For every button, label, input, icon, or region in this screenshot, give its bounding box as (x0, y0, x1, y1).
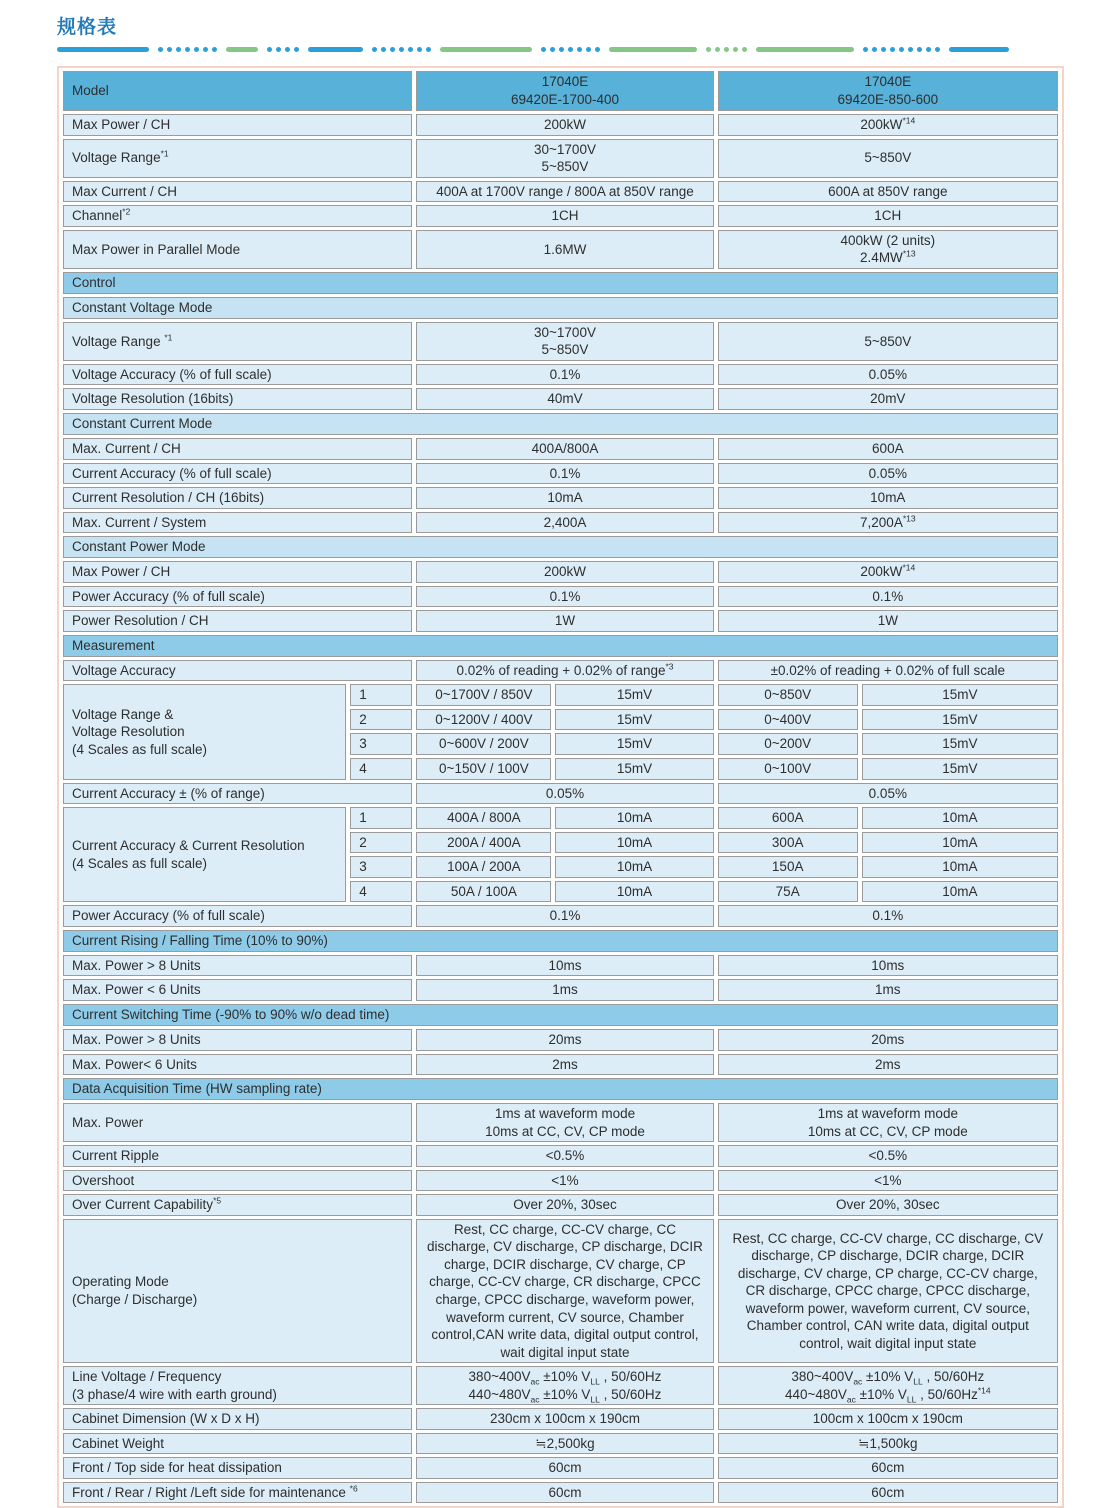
divider-bar (756, 47, 854, 52)
spec-row (63, 512, 1058, 534)
spec-value-cell: 10ms (718, 955, 1058, 977)
model-row (63, 71, 1058, 111)
divider-dot (185, 47, 190, 52)
spec-value-cell: $200kW^{*14}$ (718, 114, 1058, 136)
subsection-row (63, 413, 1058, 435)
divider-dot (550, 47, 555, 52)
spec-value-cell: 0.1% (416, 364, 713, 386)
spec-row (63, 139, 1058, 178)
spec-value-cell: 0.05% (416, 783, 713, 805)
spec-label-cell: Max. Power > 8 Units (63, 955, 412, 977)
scale-value-cell: 0~150V / 100V (416, 758, 551, 780)
spec-row (63, 610, 1058, 632)
spec-label-cell: Current Accuracy ± (% of range) (63, 783, 412, 805)
scale-group-label-cell: Voltage Range & Voltage Resolution (4 Scales as full scale) (63, 684, 346, 779)
subsection-row (63, 536, 1058, 558)
spec-row (63, 322, 1058, 361)
scale-value-cell: 100A / 200A (416, 856, 551, 878)
section-title-cell: Data Acquisition Time (HW sampling rate) (63, 1078, 1058, 1100)
spec-value-cell: $380\sim 400V_{ac} \pm 10\%$ $V_{LL}$ , 50/60Hz $440\sim 480V_{ac} \pm 10\%$ $V_{LL}$ , 50/60Hz$^{*14}$ (718, 1366, 1058, 1405)
scale-value-cell: 0~400V (718, 709, 858, 731)
spec-value-cell: 0.1% (718, 586, 1058, 608)
spec-value-cell: 0.1% (718, 905, 1058, 927)
divider-bar (308, 47, 363, 52)
divider-bar (949, 47, 1009, 52)
divider-dot (176, 47, 181, 52)
spec-row (63, 181, 1058, 203)
section-row (63, 272, 1058, 294)
spec-row (63, 230, 1058, 269)
divider-dot (203, 47, 208, 52)
scale-value-cell: 150A (718, 856, 858, 878)
model-value-cell: 17040E 69420E-850-600 (718, 71, 1058, 111)
spec-row (63, 1457, 1058, 1479)
spec-value-cell: 40mV (416, 388, 713, 410)
section-title-cell: Current Rising / Falling Time (10% to 90%) (63, 930, 1058, 952)
spec-row (63, 955, 1058, 977)
scale-value-cell: 15mV (555, 684, 713, 706)
spec-table (57, 66, 1064, 1508)
section-row (63, 930, 1058, 952)
spec-label-cell: Channel$^{*2}$ (63, 205, 412, 227)
scale-value-cell: 10mA (555, 881, 713, 903)
scale-index-cell: 1 (350, 684, 412, 706)
spec-table-body (63, 71, 1058, 1503)
scale-index-cell: 3 (350, 733, 412, 755)
spec-value-cell: 10ms (416, 955, 713, 977)
scale-value-cell: 10mA (862, 807, 1058, 829)
spec-value-cell: $380\sim 400V_{ac} \pm 10\%$ $V_{LL}$ , 50/60Hz $440\sim 480V_{ac} \pm 10\%$ $V_{LL}$ , 50/60Hz (416, 1366, 713, 1405)
scale-value-cell: 0~100V (718, 758, 858, 780)
spec-value-cell: 20mV (718, 388, 1058, 410)
spec-label-cell: Over Current Capability$^{*5}$ (63, 1194, 412, 1216)
spec-row (63, 1433, 1058, 1455)
spec-label-cell: Front / Top side for heat dissipation (63, 1457, 412, 1479)
spec-label-cell: Voltage Range $^{*1}$ (63, 322, 412, 361)
model-value-cell: 17040E 69420E-1700-400 (416, 71, 713, 111)
spec-value-cell: ≒2,500kg (416, 1433, 713, 1455)
spec-row (63, 1145, 1058, 1167)
spec-label-cell: Max. Power (63, 1103, 412, 1142)
divider-dot (926, 47, 931, 52)
divider-dot (372, 47, 377, 52)
section-title-cell: Control (63, 272, 1058, 294)
divider-dot (917, 47, 922, 52)
spec-row (63, 586, 1058, 608)
spec-value-cell: 10mA (416, 487, 713, 509)
subsection-title-cell: Constant Current Mode (63, 413, 1058, 435)
spec-row (63, 1194, 1058, 1216)
spec-row (63, 388, 1058, 410)
spec-value-cell: 30~1700V 5~850V (416, 139, 713, 178)
scale-value-cell: 0~1200V / 400V (416, 709, 551, 731)
spec-label-cell: Max Power / CH (63, 561, 412, 583)
spec-value-cell: 0.1% (416, 586, 713, 608)
scale-value-cell: 15mV (862, 684, 1058, 706)
spec-label-cell: Current Ripple (63, 1145, 412, 1167)
spec-value-cell: 1CH (718, 205, 1058, 227)
divider-dot (417, 47, 422, 52)
spec-value-cell: 400A at 1700V range / 800A at 850V range (416, 181, 713, 203)
spec-row (63, 463, 1058, 485)
spec-row (63, 364, 1058, 386)
divider-dot (426, 47, 431, 52)
spec-value-cell: <0.5% (718, 1145, 1058, 1167)
spec-value-cell: 0.1% (416, 463, 713, 485)
divider-dot (586, 47, 591, 52)
spec-value-cell: 600A (718, 438, 1058, 460)
spec-value-cell: 10mA (718, 487, 1058, 509)
scale-value-cell: 0~200V (718, 733, 858, 755)
divider-dot (276, 47, 281, 52)
spec-value-cell: 400A/800A (416, 438, 713, 460)
spec-label-cell: Max Power in Parallel Mode (63, 230, 412, 269)
spec-value-cell: <0.5% (416, 1145, 713, 1167)
spec-value-cell: 0.05% (718, 783, 1058, 805)
divider-dot (541, 47, 546, 52)
spec-label-cell: Line Voltage / Frequency (3 phase/4 wire with earth ground) (63, 1366, 412, 1405)
spec-value-cell: 20ms (416, 1029, 713, 1051)
spec-value-cell: 2ms (718, 1054, 1058, 1076)
spec-value-cell: 200kW (416, 114, 713, 136)
divider-dot (267, 47, 272, 52)
scale-row (63, 807, 1058, 829)
divider-dot (881, 47, 886, 52)
spec-label-cell: Max. Power > 8 Units (63, 1029, 412, 1051)
divider-dot (212, 47, 217, 52)
scale-value-cell: 10mA (862, 881, 1058, 903)
spec-value-cell: 100cm x 100cm x 190cm (718, 1408, 1058, 1430)
scale-value-cell: 400A / 800A (416, 807, 551, 829)
spec-row (63, 905, 1058, 927)
section-row (63, 1078, 1058, 1100)
spec-value-cell: 1ms at waveform mode 10ms at CC, CV, CP mode (416, 1103, 713, 1142)
divider-dot (863, 47, 868, 52)
spec-row (63, 438, 1058, 460)
spec-label-cell: Voltage Range$^{*1}$ (63, 139, 412, 178)
section-row (63, 635, 1058, 657)
spec-label-cell: Voltage Accuracy (% of full scale) (63, 364, 412, 386)
spec-label-cell: Operating Mode (Charge / Discharge) (63, 1219, 412, 1363)
scale-value-cell: 10mA (555, 856, 713, 878)
divider-dot (294, 47, 299, 52)
spec-row (63, 1029, 1058, 1051)
scale-value-cell: 15mV (555, 758, 713, 780)
divider-dot (890, 47, 895, 52)
divider-dot (872, 47, 877, 52)
spec-label-cell: Max. Power < 6 Units (63, 979, 412, 1001)
divider-bar (609, 47, 697, 52)
scale-index-cell: 2 (350, 832, 412, 854)
spec-value-cell: 60cm (416, 1482, 713, 1504)
spec-row (63, 660, 1058, 682)
spec-label-cell: Front / Rear / Right /Left side for maintenance $^{*6}$ (63, 1482, 412, 1504)
scale-value-cell: 10mA (862, 856, 1058, 878)
scale-value-cell: 10mA (555, 807, 713, 829)
spec-row (63, 205, 1058, 227)
spec-value-cell: ≒1,500kg (718, 1433, 1058, 1455)
divider-bar (226, 47, 258, 52)
spec-value-cell: 1W (416, 610, 713, 632)
scale-value-cell: 50A / 100A (416, 881, 551, 903)
scale-index-cell: 4 (350, 758, 412, 780)
divider-dot (742, 47, 747, 52)
spec-row (63, 487, 1058, 509)
spec-value-cell: 60cm (718, 1482, 1058, 1504)
spec-label-cell: Max. Power< 6 Units (63, 1054, 412, 1076)
scale-index-cell: 3 (350, 856, 412, 878)
spec-value-cell: <1% (416, 1170, 713, 1192)
divider-dot (899, 47, 904, 52)
spec-value-cell: 20ms (718, 1029, 1058, 1051)
subsection-title-cell: Constant Voltage Mode (63, 297, 1058, 319)
spec-row (63, 1219, 1058, 1363)
divider-dot (935, 47, 940, 52)
spec-label-cell: Max. Current / CH (63, 438, 412, 460)
spec-value-cell: 1CH (416, 205, 713, 227)
divider-dot (908, 47, 913, 52)
spec-value-cell: Over 20%, 30sec (718, 1194, 1058, 1216)
divider-dot (381, 47, 386, 52)
divider-dot (194, 47, 199, 52)
spec-row (63, 1408, 1058, 1430)
spec-label-cell: Power Accuracy (% of full scale) (63, 905, 412, 927)
spec-value-cell: Rest, CC charge, CC-CV charge, CC discharge, CV discharge, CP discharge, DCIR charge, DCIR discharge, CV charge, CP charge, CC-CV charge, CR discharge, CPCC charge, CPCC discharge, waveform power, waveform current, CV source, Chamber control,CAN write data, digital output control, wait digital input state (416, 1219, 713, 1363)
divider-dot (158, 47, 163, 52)
spec-value-cell: <1% (718, 1170, 1058, 1192)
scale-value-cell: 15mV (555, 709, 713, 731)
section-row (63, 1004, 1058, 1026)
scale-value-cell: 600A (718, 807, 858, 829)
spec-row (63, 114, 1058, 136)
spec-label-cell: Max. Current / System (63, 512, 412, 534)
scale-group-label-cell: Current Accuracy & Current Resolution (4 Scales as full scale) (63, 807, 346, 902)
scale-value-cell: 15mV (555, 733, 713, 755)
spec-table-wrap (57, 66, 1064, 1508)
spec-label-cell: Cabinet Dimension (W x D x H) (63, 1408, 412, 1430)
scale-value-cell: 10mA (862, 832, 1058, 854)
divider-bar (440, 47, 532, 52)
spec-value-cell: 5~850V (718, 139, 1058, 178)
spec-row (63, 979, 1058, 1001)
spec-value-cell: 1ms (416, 979, 713, 1001)
spec-label-cell: Current Resolution / CH (16bits) (63, 487, 412, 509)
divider-dot (706, 47, 711, 52)
spec-value-cell: 2,400A (416, 512, 713, 534)
divider-dot (167, 47, 172, 52)
scale-value-cell: 200A / 400A (416, 832, 551, 854)
spec-value-cell: 0.1% (416, 905, 713, 927)
divider-dot (733, 47, 738, 52)
scale-value-cell: 75A (718, 881, 858, 903)
scale-value-cell: 0~600V / 200V (416, 733, 551, 755)
spec-label-cell: Max Power / CH (63, 114, 412, 136)
scale-index-cell: 4 (350, 881, 412, 903)
decorative-divider (57, 46, 1062, 52)
spec-value-cell: 600A at 850V range (718, 181, 1058, 203)
scale-value-cell: 10mA (555, 832, 713, 854)
spec-row (63, 1482, 1058, 1504)
spec-value-cell: 60cm (718, 1457, 1058, 1479)
section-title-cell: Measurement (63, 635, 1058, 657)
spec-value-cell: 1ms (718, 979, 1058, 1001)
scale-index-cell: 1 (350, 807, 412, 829)
spec-value-cell: 0.05% (718, 463, 1058, 485)
spec-value-cell: 0.02% of reading + 0.02% of range$^{*3}$ (416, 660, 713, 682)
spec-label-cell: Power Resolution / CH (63, 610, 412, 632)
spec-row (63, 1103, 1058, 1142)
page-title: 规格表 (57, 17, 118, 38)
spec-value-cell: 230cm x 100cm x 190cm (416, 1408, 713, 1430)
divider-dot (559, 47, 564, 52)
spec-label-cell: Power Accuracy (% of full scale) (63, 586, 412, 608)
spec-row (63, 1366, 1058, 1405)
spec-label-cell: Max Current / CH (63, 181, 412, 203)
spec-value-cell: 1W (718, 610, 1058, 632)
spec-label-cell: Voltage Resolution (16bits) (63, 388, 412, 410)
spec-value-cell: Over 20%, 30sec (416, 1194, 713, 1216)
spec-value-cell: 0.05% (718, 364, 1058, 386)
spec-row (63, 561, 1058, 583)
spec-label-cell: Voltage Accuracy (63, 660, 412, 682)
spec-value-cell: 200kW (416, 561, 713, 583)
spec-value-cell: 1ms at waveform mode 10ms at CC, CV, CP mode (718, 1103, 1058, 1142)
spec-value-cell: 5~850V (718, 322, 1058, 361)
scale-value-cell: 15mV (862, 733, 1058, 755)
spec-label-cell: Cabinet Weight (63, 1433, 412, 1455)
divider-bar (57, 47, 149, 52)
divider-dot (724, 47, 729, 52)
section-title-cell: Current Switching Time (-90% to 90% w/o dead time) (63, 1004, 1058, 1026)
model-label-cell: Model (63, 71, 412, 111)
spec-label-cell: Overshoot (63, 1170, 412, 1192)
scale-value-cell: 0~1700V / 850V (416, 684, 551, 706)
divider-dot (390, 47, 395, 52)
divider-dot (577, 47, 582, 52)
spec-value-cell: 30~1700V 5~850V (416, 322, 713, 361)
divider-dot (408, 47, 413, 52)
spec-row (63, 783, 1058, 805)
scale-value-cell: 15mV (862, 758, 1058, 780)
scale-row (63, 684, 1058, 706)
spec-row (63, 1054, 1058, 1076)
spec-value-cell: $7,200A^{*13}$ (718, 512, 1058, 534)
scale-value-cell: 0~850V (718, 684, 858, 706)
scale-value-cell: 300A (718, 832, 858, 854)
spec-row (63, 1170, 1058, 1192)
subsection-row (63, 297, 1058, 319)
divider-dot (568, 47, 573, 52)
spec-value-cell: 60cm (416, 1457, 713, 1479)
scale-index-cell: 2 (350, 709, 412, 731)
spec-value-cell: 2ms (416, 1054, 713, 1076)
divider-dot (595, 47, 600, 52)
spec-value-cell: 400kW (2 units) 2.4MW$^{*13}$ (718, 230, 1058, 269)
divider-dot (285, 47, 290, 52)
spec-value-cell: 1.6MW (416, 230, 713, 269)
spec-value-cell: $200kW^{*14}$ (718, 561, 1058, 583)
scale-value-cell: 15mV (862, 709, 1058, 731)
subsection-title-cell: Constant Power Mode (63, 536, 1058, 558)
spec-value-cell: ±0.02% of reading + 0.02% of full scale (718, 660, 1058, 682)
divider-dot (399, 47, 404, 52)
spec-value-cell: Rest, CC charge, CC-CV charge, CC discharge, CV discharge, CP discharge, DCIR charge, DCIR discharge, CV charge, CP charge, CC-CV charge, CR discharge, CPCC charge, CPCC discharge, waveform power, waveform current, CV source, Chamber control, CAN write data, digital output control, wait digital input state (718, 1219, 1058, 1363)
spec-label-cell: Current Accuracy (% of full scale) (63, 463, 412, 485)
divider-dot (715, 47, 720, 52)
